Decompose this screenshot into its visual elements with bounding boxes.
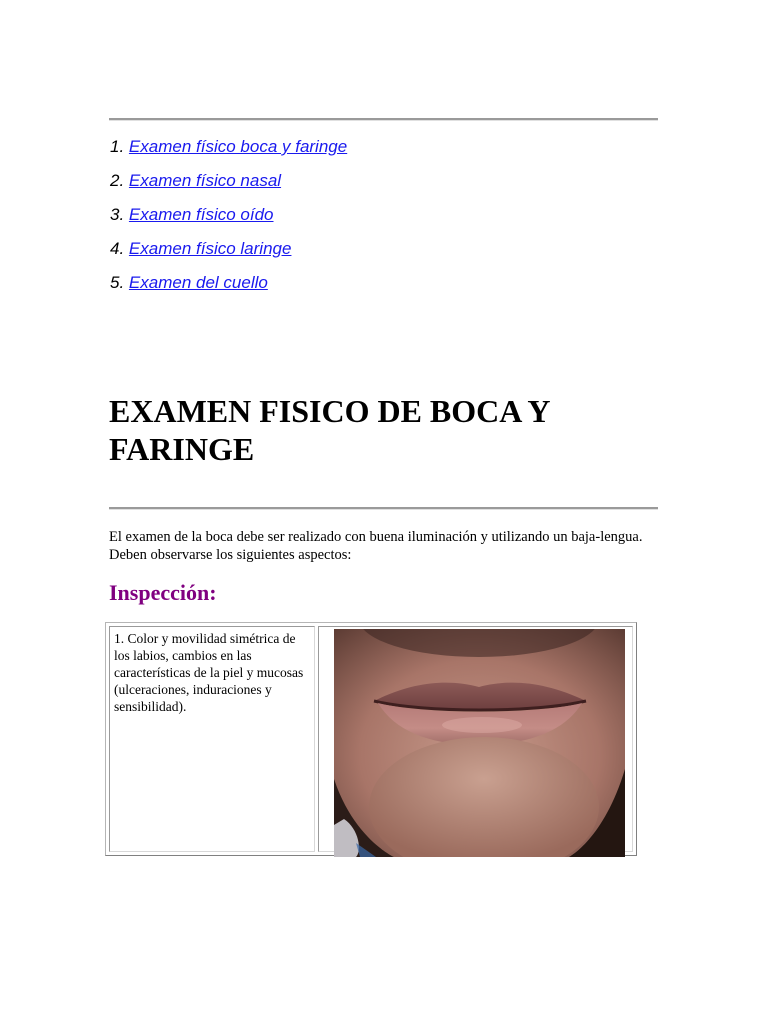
toc-item-number: 1. bbox=[110, 137, 125, 156]
toc-item bbox=[110, 136, 347, 170]
toc-link-boca-faringe[interactable]: Examen físico boca y faringe bbox=[128, 137, 348, 156]
horizontal-rule-section bbox=[109, 507, 658, 510]
toc-link-laringe[interactable]: Examen físico laringe bbox=[128, 239, 292, 258]
inspection-description-cell: 1. Color y movilidad simétrica de los labios, cambios en las características de la piel y mucosas (ulceraciones, induraciones y sensibilidad). bbox=[109, 626, 315, 852]
inspection-subheading: Inspección: bbox=[109, 580, 217, 605]
toc-item bbox=[110, 238, 347, 272]
toc-item-number: 3. bbox=[110, 205, 125, 224]
inspection-image-cell bbox=[318, 626, 633, 852]
lips-photo bbox=[334, 629, 625, 857]
toc-item bbox=[110, 272, 347, 306]
toc-link-nasal[interactable]: Examen físico nasal bbox=[128, 171, 282, 190]
table-of-contents bbox=[110, 136, 347, 306]
toc-item-number: 4. bbox=[110, 239, 125, 258]
toc-link-oido[interactable]: Examen físico oído bbox=[128, 205, 274, 224]
toc-link-cuello[interactable]: Examen del cuello bbox=[128, 273, 268, 292]
toc-item bbox=[110, 204, 347, 238]
intro-paragraph: El examen de la boca debe ser realizado con buena iluminación y utilizando un baja-lengua. Deben observarse los siguientes aspectos: bbox=[109, 529, 643, 563]
toc-item bbox=[110, 170, 347, 204]
horizontal-rule-top bbox=[109, 118, 658, 121]
section-title: EXAMEN FISICO DE BOCA Y FARINGE bbox=[109, 393, 550, 467]
inspection-table bbox=[105, 622, 637, 856]
toc-item-number: 2. bbox=[110, 171, 125, 190]
toc-item-number: 5. bbox=[110, 273, 125, 292]
